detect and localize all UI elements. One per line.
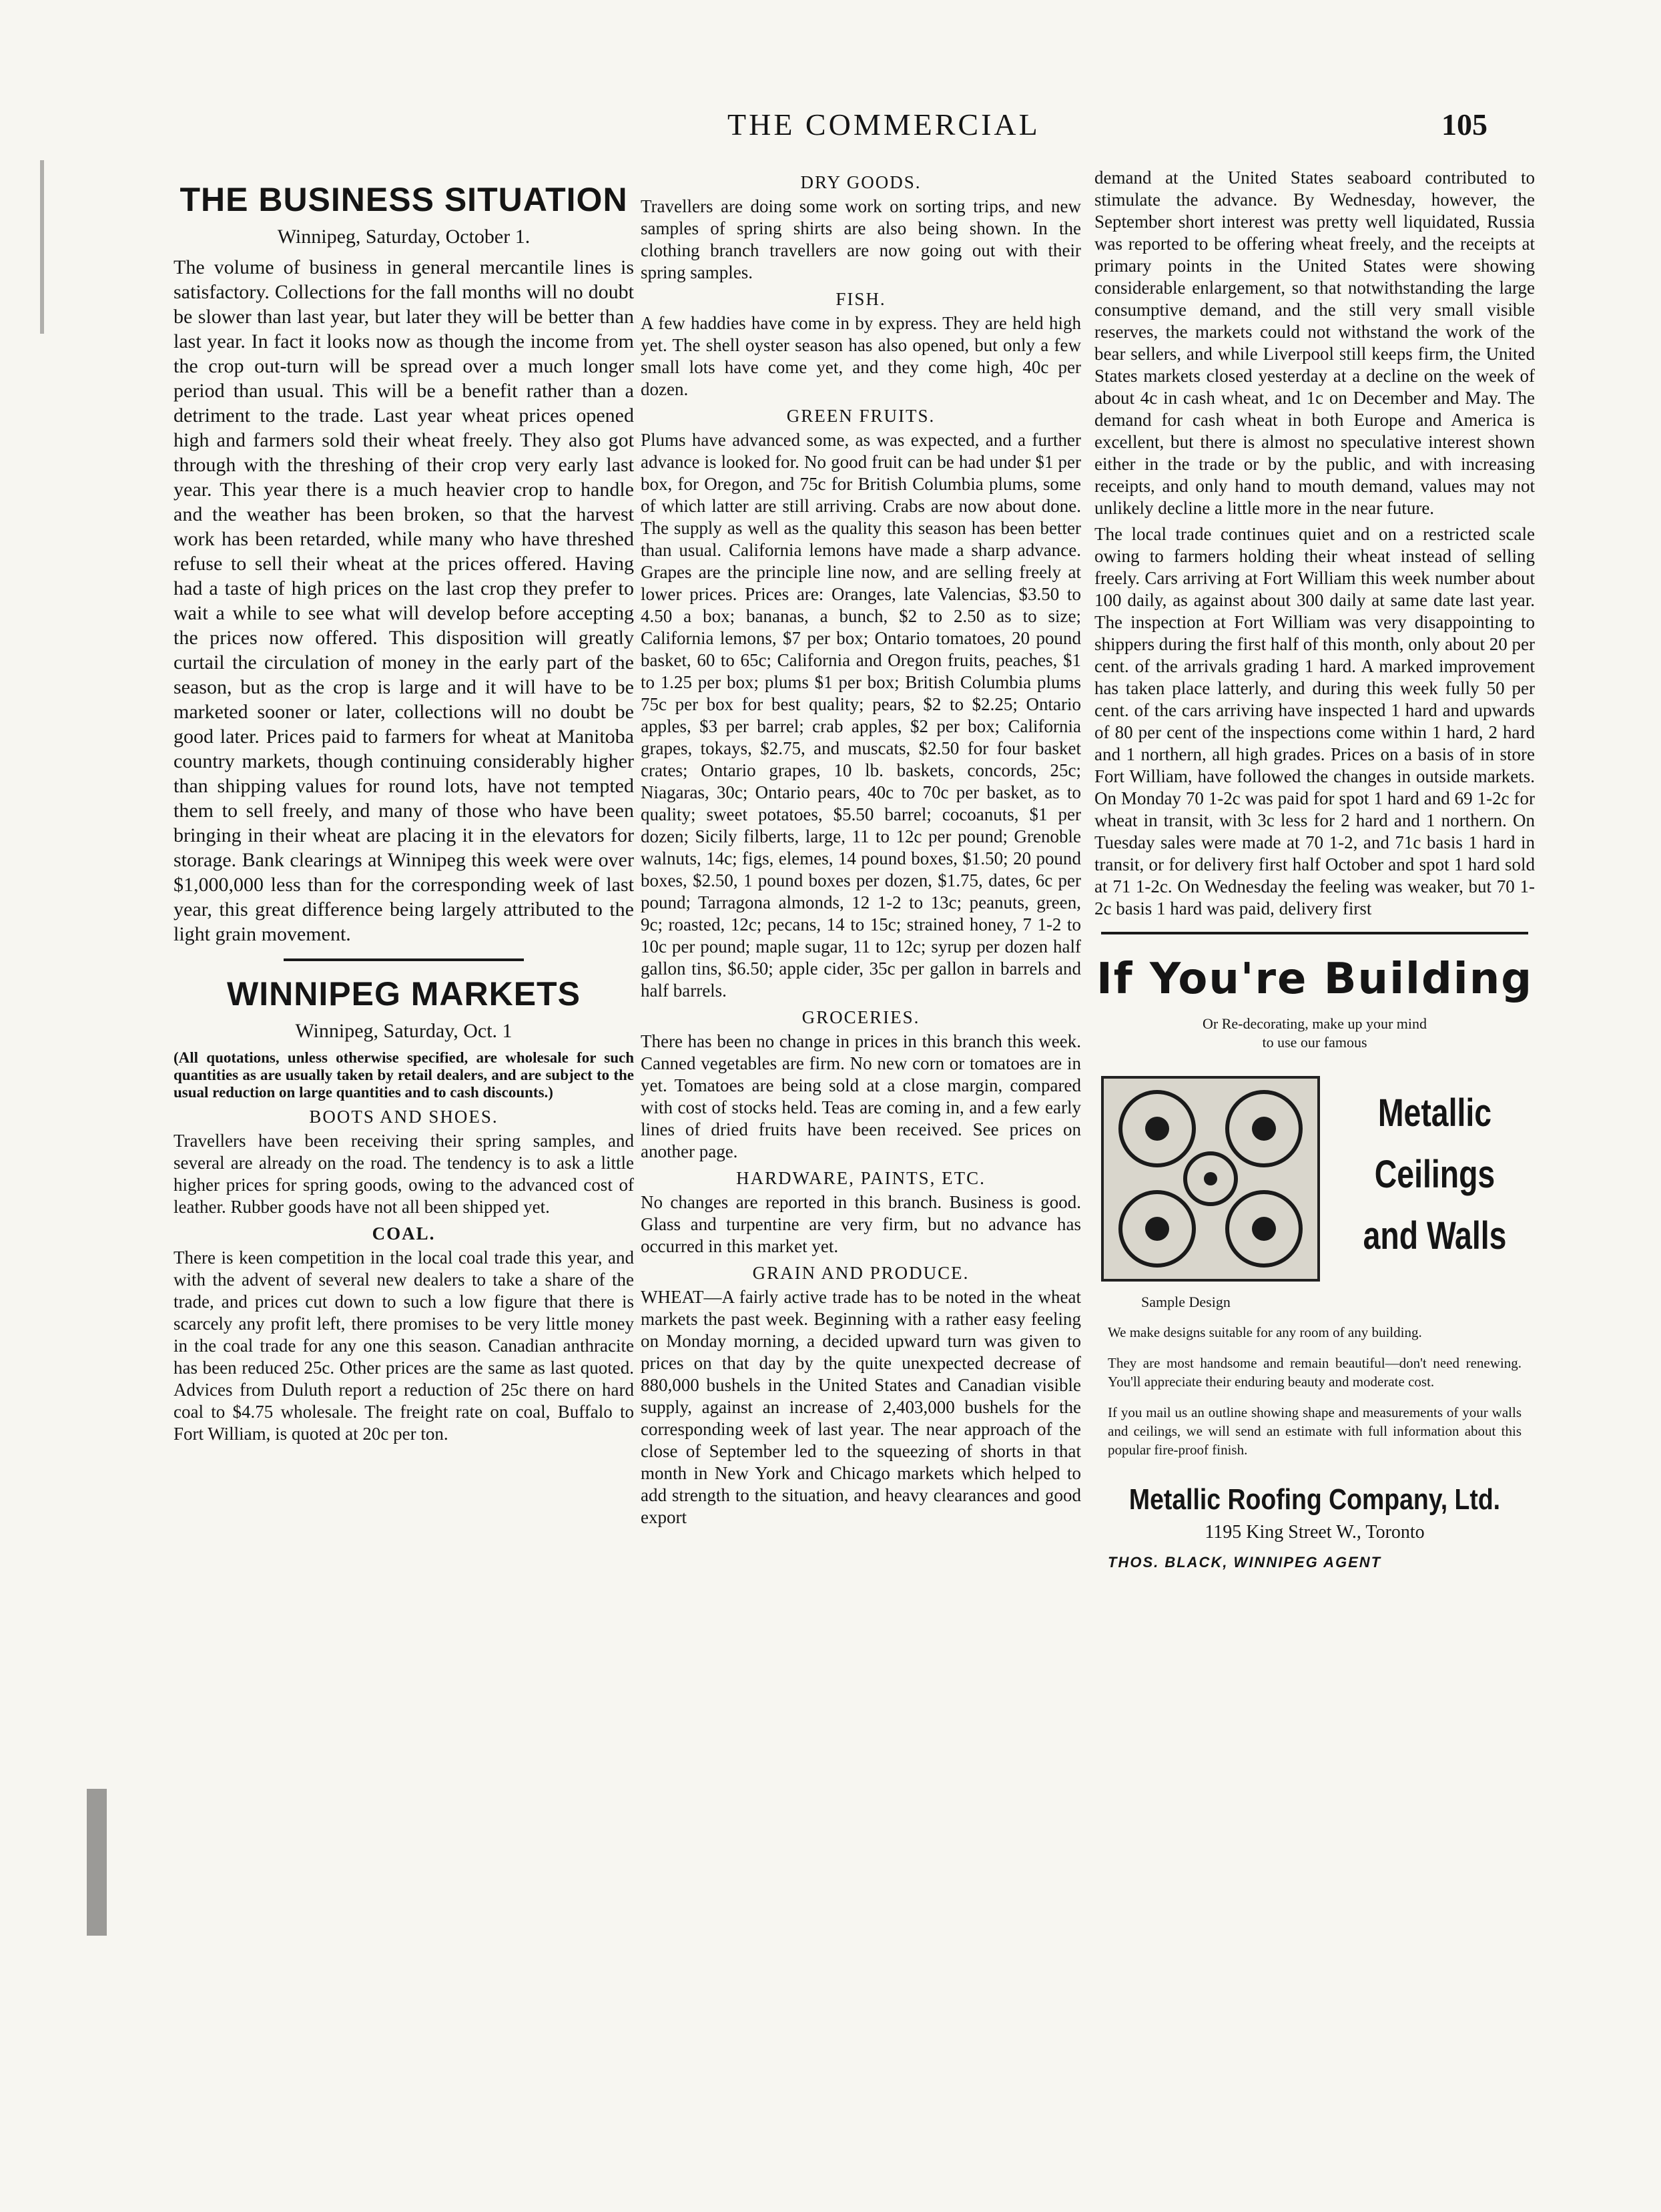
- agent-line: THOS. BLACK, WINNIPEG AGENT: [1108, 1554, 1382, 1571]
- business-situation-body: The volume of business in general mercantile lines is satisfactory. Collections for the fall months will no doubt be slower than last year, but later they will be better than last year. In fact it looks now as though the income from the crop out-turn will be spread over a much longer period than usual. This will be a benefit rather than a detriment to the trade. Last year wheat prices opened high and farmers sold their wheat freely. They also got through with the threshing of their crop very early last year. This year there is a much heavier crop to handle and the weather has been broken, so that the harvest work has been retarded, while many who have threshed refuse to sell their wheat at the prices offered. Having had a taste of high prices on the last crop they prefer to wait a while to see what will develop before accepting the prices now offered. This disposition will greatly curtail the circulation of money in the early part of the season, but as the crop is large and it will have to be marketed sooner or later, collections will no doubt be good later. Prices paid to farmers for wheat at Manitoba country markets, though continuing considerably higher than shipping values for round lots, have not tempted them to sell freely, and many of those who have been bringing in their wheat are placing it in the elevators for storage. Bank clearings at Winnipeg this week were over $1,000,000 less than for the corresponding week of last year, this great difference being largely attributed to the light grain movement.: [174, 256, 634, 945]
- scan-mark: [40, 160, 44, 334]
- product-line: Metallic: [1377, 1091, 1492, 1135]
- section-title: GREEN FRUITS.: [786, 406, 936, 426]
- product-lines: [1355, 1083, 1515, 1267]
- divider: [1101, 932, 1528, 934]
- grain-continuation: The local trade continues quiet and on a restricted scale owing to farmers holding their wheat instead of selling freely. Cars arriving at Fort William this week number about 100 daily, as against about 300 daily at same date last year. The inspection at Fort William was very disappointing to shippers during the first half of this month, only about 20 per cent. of the arrivals grading 1 hard. A marked improvement has taken place latterly, and during this week fully 50 per cent. of the cars arriving have inspected 1 hard and upwards of 80 per cent of the inspections come within 1 hard, 2 hard and 1 northern, all high grades. Prices on a basis of in store Fort William, have followed the changes in outside markets. On Monday 70 1-2c was paid for spot 1 hard and 69 1-2c for wheat in transit, with 3c less for 2 hard and 1 northern. On Tuesday sales were made at 70 1-2, and 71c basis 1 hard in transit, or for delivery first half October and spot 1 hard sold at 71 1-2c. On Wednesday the feeling was weaker, but 70 1-2c basis 1 hard was paid, delivery first: [1094, 524, 1535, 918]
- ad-product-block: [1094, 1076, 1535, 1290]
- section-title: FISH.: [836, 289, 886, 309]
- product-line: Ceilings: [1374, 1153, 1496, 1196]
- scan-mark: [87, 1789, 107, 1936]
- ad-paragraph: They are most handsome and remain beautiful—don't need renewing. You'll appreciate their enduring beauty and moderate cost.: [1108, 1355, 1522, 1390]
- section-title: DRY GOODS.: [800, 172, 922, 192]
- winnipeg-markets-dateline: Winnipeg, Saturday, Oct. 1: [295, 1020, 513, 1042]
- section-title: COAL.: [372, 1223, 436, 1243]
- winnipeg-markets-heading: WINNIPEG MARKETS: [227, 975, 581, 1013]
- section-text: A few haddies have come in by express. They are held high yet. The shell oyster season has also opened, but only a few small lots have come yet, and they come high, 40c per dozen.: [641, 313, 1081, 399]
- business-situation-dateline: Winnipeg, Saturday, October 1.: [277, 226, 531, 248]
- section-text: There is keen competition in the local coal trade this year, and with the advent of several new dealers to take a share of the trade, and prices cut down to such a low figure that there is scarcely any profit left, there promises to be very little money in the coal trade for any one this season. Canadian anthracite has been reduced 25c. Other prices are the same as last quoted. Advices from Duluth report a reduction of 25c there on hard coal to $4.75 wholesale. The freight rate on coal, Buffalo to Fort William, is quoted at 20c per ton.: [174, 1248, 634, 1444]
- page-number: 105: [1441, 107, 1487, 142]
- divider: [284, 958, 524, 961]
- section-text: Travellers have been receiving their spring samples, and several are already on the road. The tendency is to ask a little higher prices for spring goods, owing to the advanced cost of leather. Rubber goods have not all been shipped yet.: [174, 1131, 634, 1217]
- section-text: There has been no change in prices in this branch this week. Canned vegetables are firm. No new corn or tomatoes are in yet. Tomatoes are being sold at a close margin, compared with cost of stocks held. Teas are coming in, and a few early lines of dried fruits have been received. See prices on another page.: [641, 1031, 1081, 1161]
- section-text: No changes are reported in this branch. Business is good. Glass and turpentine are very firm, but no advance has occurred in this market yet.: [641, 1192, 1081, 1256]
- running-head: [0, 107, 1661, 147]
- section-title: GROCERIES.: [801, 1007, 920, 1027]
- advertisement: [1094, 954, 1535, 1571]
- section-text: Plums have advanced some, as was expected, and a further advance is looked for. No good fruit can be had under $1 per box, for Oregon, and 75c for British Columbia plums, some of which latter are still arriving. Crabs are now about done. The supply as well as the quality this season has been better than usual. California lemons have made a sharp advance. Grapes are the principle line now, and are selling freely at lower prices. Prices are: Oranges, late Valencias, $3.50 to 4.50 a box; bananas, a bunch, $2 to 2.50 as to size; California lemons, $7 per box; Ontario tomatoes, 20 pound basket, 60 to 65c; California and Oregon fruits, peaches, $1 to 1.25 per box; plums $1 per box; British Columbia plums 75c per box for best quality; pears, $2 to $2.25; Ontario apples, $3 per barrel; crab apples, $2 per box; California grapes, tokays, $2.75, and muscats, $2.50 for four basket crates; Ontario grapes, 10 lb. baskets, concords, 25c; Niagaras, 30c; Ontario pears, 40c to 70c per basket, as to quality; sweet potatoes, $5.50 barrel; cocoanuts, $1 per dozen; Sicily filberts, large, 11 to 12c per pound; Grenoble walnuts, 14c; figs, elemes, 14 pound boxes, $1.50; 20 pound boxes, $2.50, 1 pound boxes per dozen, $1.75, dates, 6c per pound; Tarragona almonds, 12 1-2 to 13c; peanuts, green, 9c; roasted, 12c; pecans, 14 to 15c; strained honey, 7 1-2 to 10c per pound; maple sugar, 11 to 12c; syrup per dozen half gallon tins, $6.50; apple cider, 35c per gallon in barrels and half barrels.: [641, 430, 1081, 1001]
- company-name: Metallic Roofing Company, Ltd.: [1128, 1483, 1501, 1516]
- grain-continuation: demand at the United States seaboard contributed to stimulate the advance. By Wednesday, however, the September short interest was pretty well liquidated, Russia was reported to be offering wheat freely, and the receipts at primary points in the United States were showing considerable enlargement, so that notwithstanding the large consumptive demand, and the still very small visible reserves, the markets could not withstand the work of the bear sellers, and while Liverpool still keeps firm, the United States markets closed yesterday at a decline on the week of about 4c in cash wheat, and 1c on December and May. The demand for cash wheat in both Europe and America is excellent, but there is almost no speculative interest shown either in the trade or by the public, and with increasing receipts, and only hand to mouth demand, values may not unlikely decline a little more in the near future.: [1094, 168, 1535, 518]
- ad-subline: to use our famous: [1262, 1034, 1367, 1051]
- business-situation-heading: THE BUSINESS SITUATION: [180, 181, 628, 218]
- section-title: GRAIN AND PRODUCE.: [752, 1263, 970, 1283]
- product-line: and Walls: [1363, 1214, 1507, 1258]
- sample-design-image: [1101, 1076, 1320, 1282]
- section-title: HARDWARE, PAINTS, ETC.: [736, 1168, 986, 1188]
- column-2: [641, 167, 1081, 1533]
- section-text: Travellers are doing some work on sorting trips, and new samples of spring shirts are also being shown. In the clothing branch travellers are now going out with their spring samples.: [641, 196, 1081, 282]
- column-1: [174, 167, 634, 1449]
- company-address: 1195 King Street W., Toronto: [1205, 1522, 1425, 1543]
- running-title: THE COMMERCIAL: [727, 107, 1040, 142]
- column-3: [1094, 167, 1535, 1571]
- section-title: BOOTS AND SHOES.: [309, 1107, 499, 1127]
- ad-subline: Or Re-decorating, make up your mind: [1202, 1015, 1427, 1032]
- quotations-note: (All quotations, unless otherwise specified, are wholesale for such quantities as are usually taken by retail dealers, and are subject to the usual reduction on large quantities and to cash discounts.): [174, 1049, 634, 1101]
- ad-paragraph: We make designs suitable for any room of any building.: [1108, 1324, 1422, 1340]
- ad-headline: If You're Building: [1096, 954, 1534, 1004]
- section-text: WHEAT—A fairly active trade has to be noted in the wheat markets the past week. Beginning with a rather easy feeling on Monday morning, a decided upward turn was given to prices on that day by the quite unexpected decrease of 880,000 bushels in the United States and Canadian visible supply, against an increase of 2,403,000 bushels for the corresponding week of last year. The near approach of the close of September led to the squeezing of shorts in that month in New York and Chicago markets which helped to add strength to the situation, and heavy clearances and good export: [641, 1287, 1081, 1527]
- image-caption: Sample Design: [1141, 1294, 1231, 1310]
- ad-paragraph: If you mail us an outline showing shape and measurements of your walls and ceilings, we will send an estimate with full information about this popular fire-proof finish.: [1108, 1404, 1522, 1458]
